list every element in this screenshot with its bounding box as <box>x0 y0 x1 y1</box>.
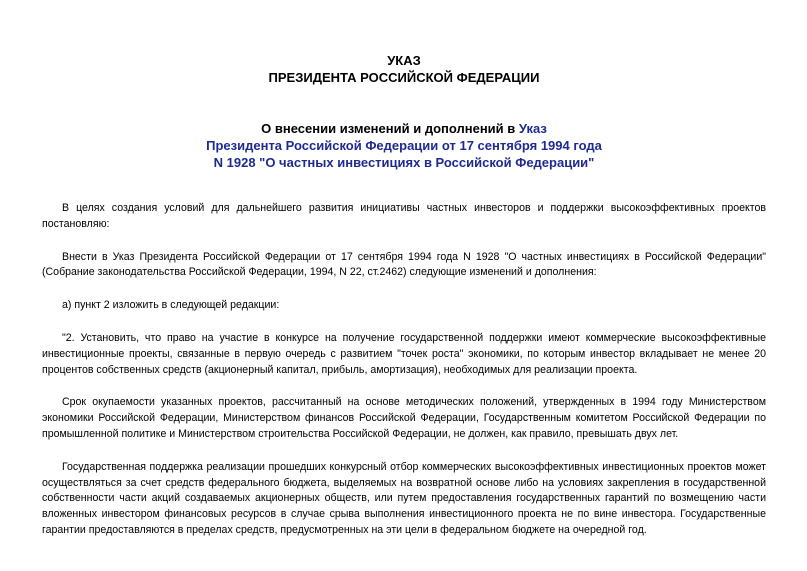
document-page <box>42 0 766 539</box>
paragraph-item-a: а) пункт 2 изложить в следующей редакции: <box>62 299 280 312</box>
subject-line-2-link[interactable]: Президента Российской Федерации от 17 сентября 1994 года <box>206 138 602 153</box>
decree-link[interactable]: Указ <box>518 121 547 136</box>
paragraph-state-support: Государственная поддержка реализации прошедших конкурсный отбор коммерческих высокоэффективных инвестиционных проектов может осуществляться за счет средств федерального бюджета, выделяемых на возвратной основе либо на условиях закрепления в государственной собственности части акций создаваемых акционерных обществ, или путем предоставления государственных гарантий по возмещению части вложенных инвестором финансовых ресурсов в случае срыва выполнения инвестиционного проекта не по вине инвестора. Государственные гарантии предоставляются в пределах средств, предусмотренных на эти цели в федеральном бюджете на очередной год. <box>42 460 766 536</box>
subject-line-1 <box>42 120 766 137</box>
decree-issuer: ПРЕЗИДЕНТА РОССИЙСКОЙ ФЕДЕРАЦИИ <box>268 70 540 85</box>
paragraph-preamble: В целях создания условий для дальнейшего развития инициативы частных инвесторов и поддержки высокоэффективных проектов постановляю: <box>42 202 766 230</box>
paragraph-clause-2: "2. Установить, что право на участие в конкурсе на получение государственной поддержки имеют коммерческие высокоэффективные инвестиционные проекты, связанные в первую очередь с развитием "точек роста" экономики, по которым инвестор вкладывает не менее 20 процентов собственных средств (акционерный капитал, прибыль, амортизация), необходимых для реализации проекта. <box>42 331 766 376</box>
subject-line-3-link[interactable]: N 1928 "О частных инвестициях в Российской Федерации" <box>213 155 595 170</box>
decree-title: УКАЗ <box>387 53 421 68</box>
paragraph-payback-period: Срок окупаемости указанных проектов, рассчитанный на основе методических положений, утвержденных в 1994 году Министерством экономики Российской Федерации, Министерством финансов Российской Федерации, Государственным комитетом Российской Федерации по промышленной политике и Министерством строительства Российской Федерации, не должен, как правило, превышать двух лет. <box>42 396 766 440</box>
decree-subject <box>42 120 766 171</box>
paragraph-amendment-intro: Внести в Указ Президента Российской Федерации от 17 сентября 1994 года N 1928 "О частных инвестициях в Российской Федерации" (Собрание законодательства Российской Федерации, 1994, N 22, ст.2462) следующие изменений и дополнения: <box>42 250 766 279</box>
subject-line-1-text: О внесении изменений и дополнений в <box>261 121 519 136</box>
